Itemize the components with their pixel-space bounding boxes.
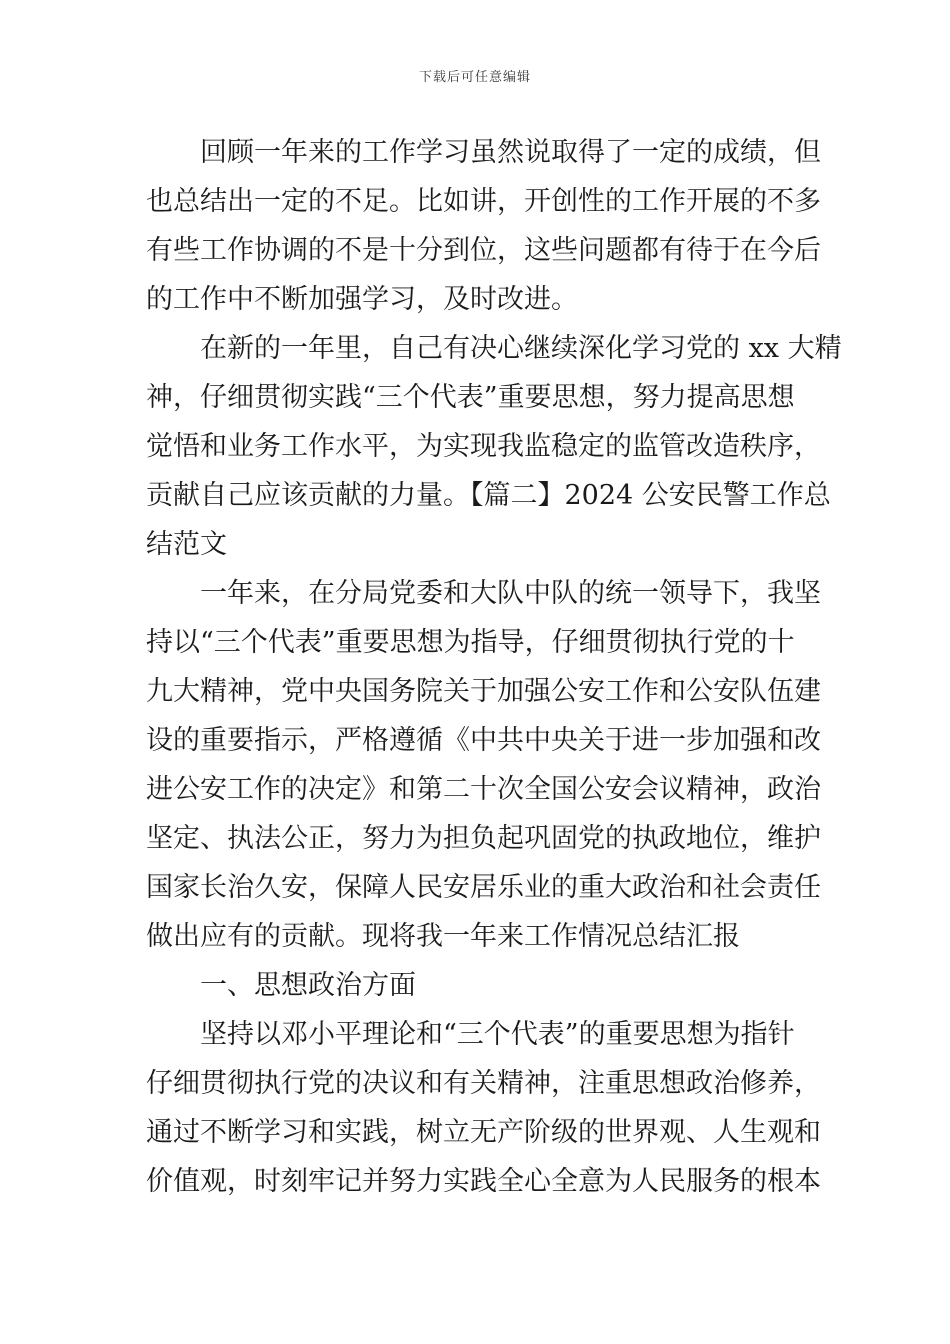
text-line: 做出应有的贡献。现将我一年来工作情况总结汇报 xyxy=(146,921,740,952)
text-line: 神，仔细贯彻实践“三个代表”重要思想，努力提高思想 xyxy=(146,382,795,413)
text-line: 进公安工作的决定》和第二十次全国公安会议精神，政治 xyxy=(146,774,821,805)
paragraph-2 xyxy=(146,324,842,569)
paragraph-3 xyxy=(146,569,821,961)
text-line: 国家长治久安，保障人民安居乐业的重大政治和社会责任 xyxy=(146,872,821,903)
text-line: 贡献自己应该贡献的力量。【篇二】2024 公安民警工作总 xyxy=(146,480,831,511)
text-line: 价值观，时刻牢记并努力实践全心全意为人民服务的根本 xyxy=(146,1166,821,1197)
text-line: 一、思想政治方面 xyxy=(200,970,416,1001)
text-line: 持以“三个代表”重要思想为指导，仔细贯彻执行党的十 xyxy=(146,627,795,658)
text-line: 坚定、执法公正，努力为担负起巩固党的执政地位，维护 xyxy=(146,823,821,854)
text-line: 通过不断学习和实践，树立无产阶级的世界观、人生观和 xyxy=(146,1117,821,1148)
paragraph-1 xyxy=(146,128,821,324)
text-line: 的工作中不断加强学习，及时改进。 xyxy=(146,284,578,315)
text-line: 设的重要指示，严格遵循《中共中央关于进一步加强和改 xyxy=(146,725,821,756)
text-line: 有些工作协调的不是十分到位，这些问题都有待于在今后 xyxy=(146,235,821,266)
section-heading xyxy=(146,961,816,1010)
page-header-note: 下载后可任意编辑 xyxy=(418,70,531,85)
text-line: 也总结出一定的不足。比如讲，开创性的工作开展的不多 xyxy=(146,186,821,217)
text-line: 一年来，在分局党委和大队中队的统一领导下，我坚 xyxy=(200,578,821,609)
text-line: 觉悟和业务工作水平，为实现我监稳定的监管改造秩序， xyxy=(146,431,821,462)
text-line: 结范文 xyxy=(146,529,227,560)
document-body xyxy=(146,128,842,1206)
paragraph-4 xyxy=(146,1010,821,1206)
text-line: 仔细贯彻执行党的决议和有关精神，注重思想政治修养， xyxy=(146,1068,821,1099)
text-line: 九大精神，党中央国务院关于加强公安工作和公安队伍建 xyxy=(146,676,821,707)
text-line: 坚持以邓小平理论和“三个代表”的重要思想为指针 xyxy=(200,1019,795,1050)
text-line: 在新的一年里，自己有决心继续深化学习党的 xx 大精 xyxy=(200,333,842,364)
text-line: 回顾一年来的工作学习虽然说取得了一定的成绩，但 xyxy=(200,137,821,168)
